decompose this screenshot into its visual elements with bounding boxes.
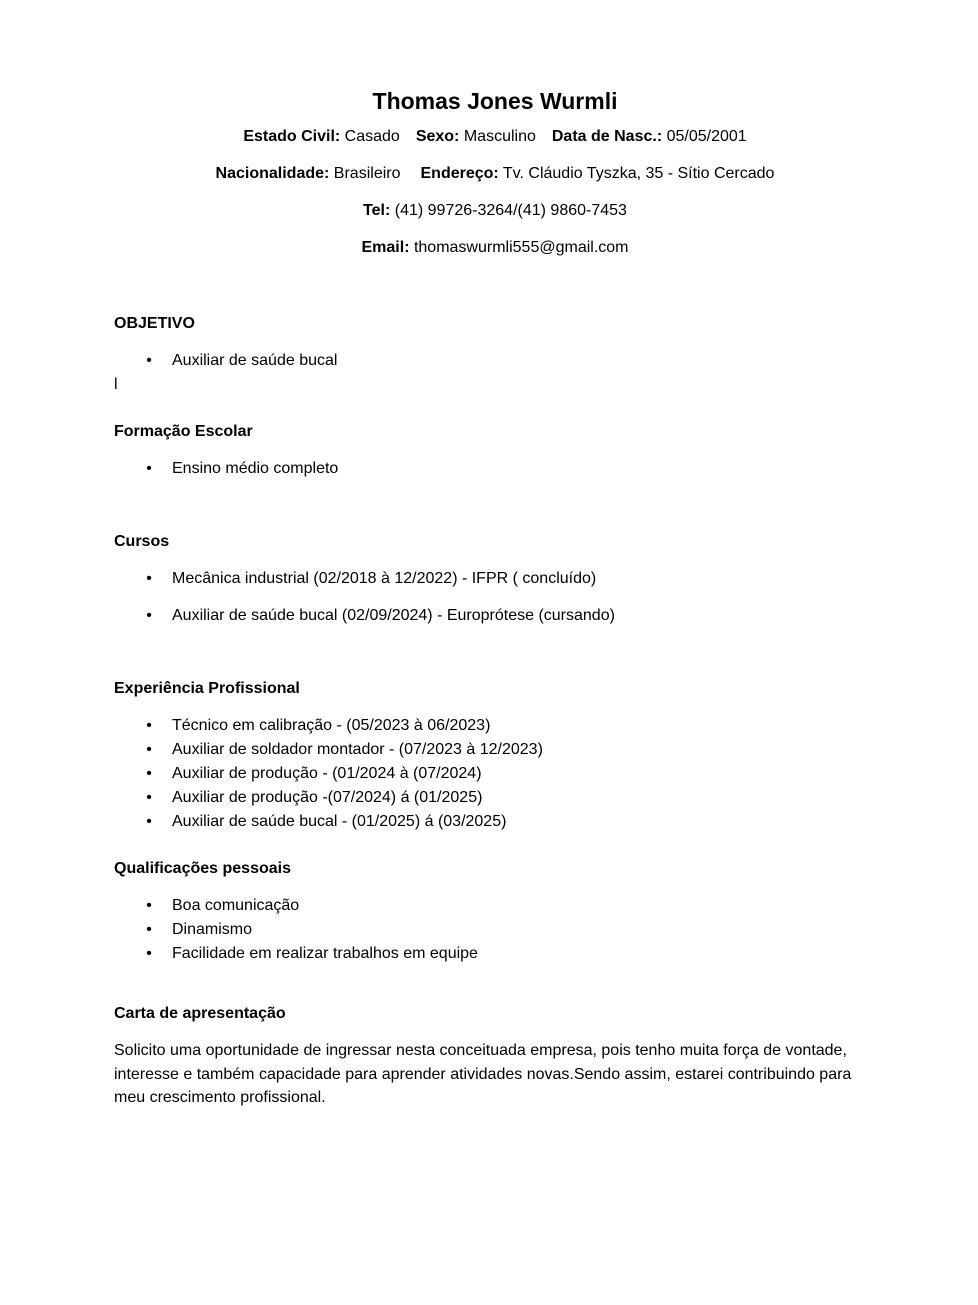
phone-label: Tel: (363, 202, 391, 219)
qualifications-list (114, 894, 874, 966)
experience-title: Experiência Profissional (114, 680, 300, 697)
bullet-icon: • (146, 741, 152, 758)
email-value: thomaswurmli555@gmail.com (409, 239, 629, 256)
experience-list (114, 714, 874, 834)
list-item-text: Boa comunicação (172, 897, 300, 914)
civil-status (243, 118, 400, 155)
resume-content (114, 312, 874, 1110)
address-value: Tv. Cláudio Tyszka, 35 - Sítio Cercado (498, 165, 775, 182)
education-title: Formação Escolar (114, 423, 253, 440)
list-item (114, 786, 874, 810)
resume-header (0, 84, 978, 266)
list-item-text: Auxiliar de saúde bucal (02/09/2024) - Europrótese (cursando) (172, 607, 615, 624)
email-label: Email: (361, 239, 410, 256)
cover-letter-text: Solicito uma oportunidade de ingressar nesta conceituada empresa, pois tenho muita força de vontade, interesse e também capacidade para aprender atividades novas.Sendo assim, estarei contribuindo para meu crescimento profissional. (114, 1042, 852, 1106)
candidate-name: Thomas Jones Wurmli (372, 88, 618, 114)
bullet-icon: • (146, 570, 152, 587)
list-item (114, 738, 874, 762)
list-item (114, 457, 874, 481)
courses-list (114, 567, 874, 628)
birth-date-label: Data de Nasc.: (551, 128, 663, 145)
list-item (114, 604, 874, 628)
courses-title: Cursos (114, 533, 170, 550)
sex-value: Masculino (459, 128, 536, 145)
address-label: Endereço: (420, 165, 499, 182)
bullet-icon: • (146, 352, 152, 369)
list-item (114, 942, 874, 966)
list-item (114, 810, 874, 834)
nationality-value: Brasileiro (329, 165, 401, 182)
address (421, 155, 775, 192)
list-item (114, 349, 874, 373)
civil-status-value: Casado (340, 128, 400, 145)
bullet-icon: • (146, 921, 152, 938)
info-line-location (0, 155, 978, 192)
info-line-email (0, 229, 978, 266)
sex (416, 118, 536, 155)
bullet-icon: • (146, 607, 152, 624)
list-item (114, 894, 874, 918)
birth-date (552, 118, 747, 155)
phone-value: (41) 99726-3264/(41) 9860-7453 (390, 202, 627, 219)
list-item-text: Auxiliar de produção - (01/2024 à (07/2024) (172, 765, 482, 782)
list-item-text: Mecânica industrial (02/2018 à 12/2022) - IFPR ( concluído) (172, 570, 597, 587)
objective-title: OBJETIVO (114, 315, 195, 332)
info-line-phone (0, 192, 978, 229)
list-item-text: Auxiliar de soldador montador - (07/2023 à 12/2023) (172, 741, 543, 758)
list-item (114, 918, 874, 942)
list-item (114, 567, 874, 604)
list-item-text: Auxiliar de produção -(07/2024) á (01/2025) (172, 789, 483, 806)
bullet-icon: • (146, 813, 152, 830)
bullet-icon: • (146, 897, 152, 914)
nationality-label: Nacionalidade: (215, 165, 330, 182)
nationality (216, 155, 401, 192)
list-item-text: Auxiliar de saúde bucal (172, 352, 338, 369)
list-item-text: Facilidade em realizar trabalhos em equipe (172, 945, 478, 962)
bullet-icon: • (146, 789, 152, 806)
civil-status-label: Estado Civil: (243, 128, 341, 145)
education-list (114, 457, 874, 481)
bullet-icon: • (146, 765, 152, 782)
list-item (114, 762, 874, 786)
objective-list (114, 349, 874, 373)
list-item (114, 714, 874, 738)
bullet-icon: • (146, 945, 152, 962)
info-line-personal (0, 118, 978, 155)
qualifications-title: Qualificações pessoais (114, 860, 291, 877)
bullet-icon: • (146, 717, 152, 734)
birth-date-value: 05/05/2001 (662, 128, 747, 145)
list-item-text: Dinamismo (172, 921, 253, 938)
list-item-text: Técnico em calibração - (05/2023 à 06/2023) (172, 717, 491, 734)
cover-letter-title: Carta de apresentação (114, 1005, 286, 1022)
stray-mark: l (114, 376, 118, 393)
sex-label: Sexo: (415, 128, 460, 145)
list-item-text: Auxiliar de saúde bucal - (01/2025) á (03/2025) (172, 813, 507, 830)
list-item-text: Ensino médio completo (172, 460, 339, 477)
bullet-icon: • (146, 460, 152, 477)
